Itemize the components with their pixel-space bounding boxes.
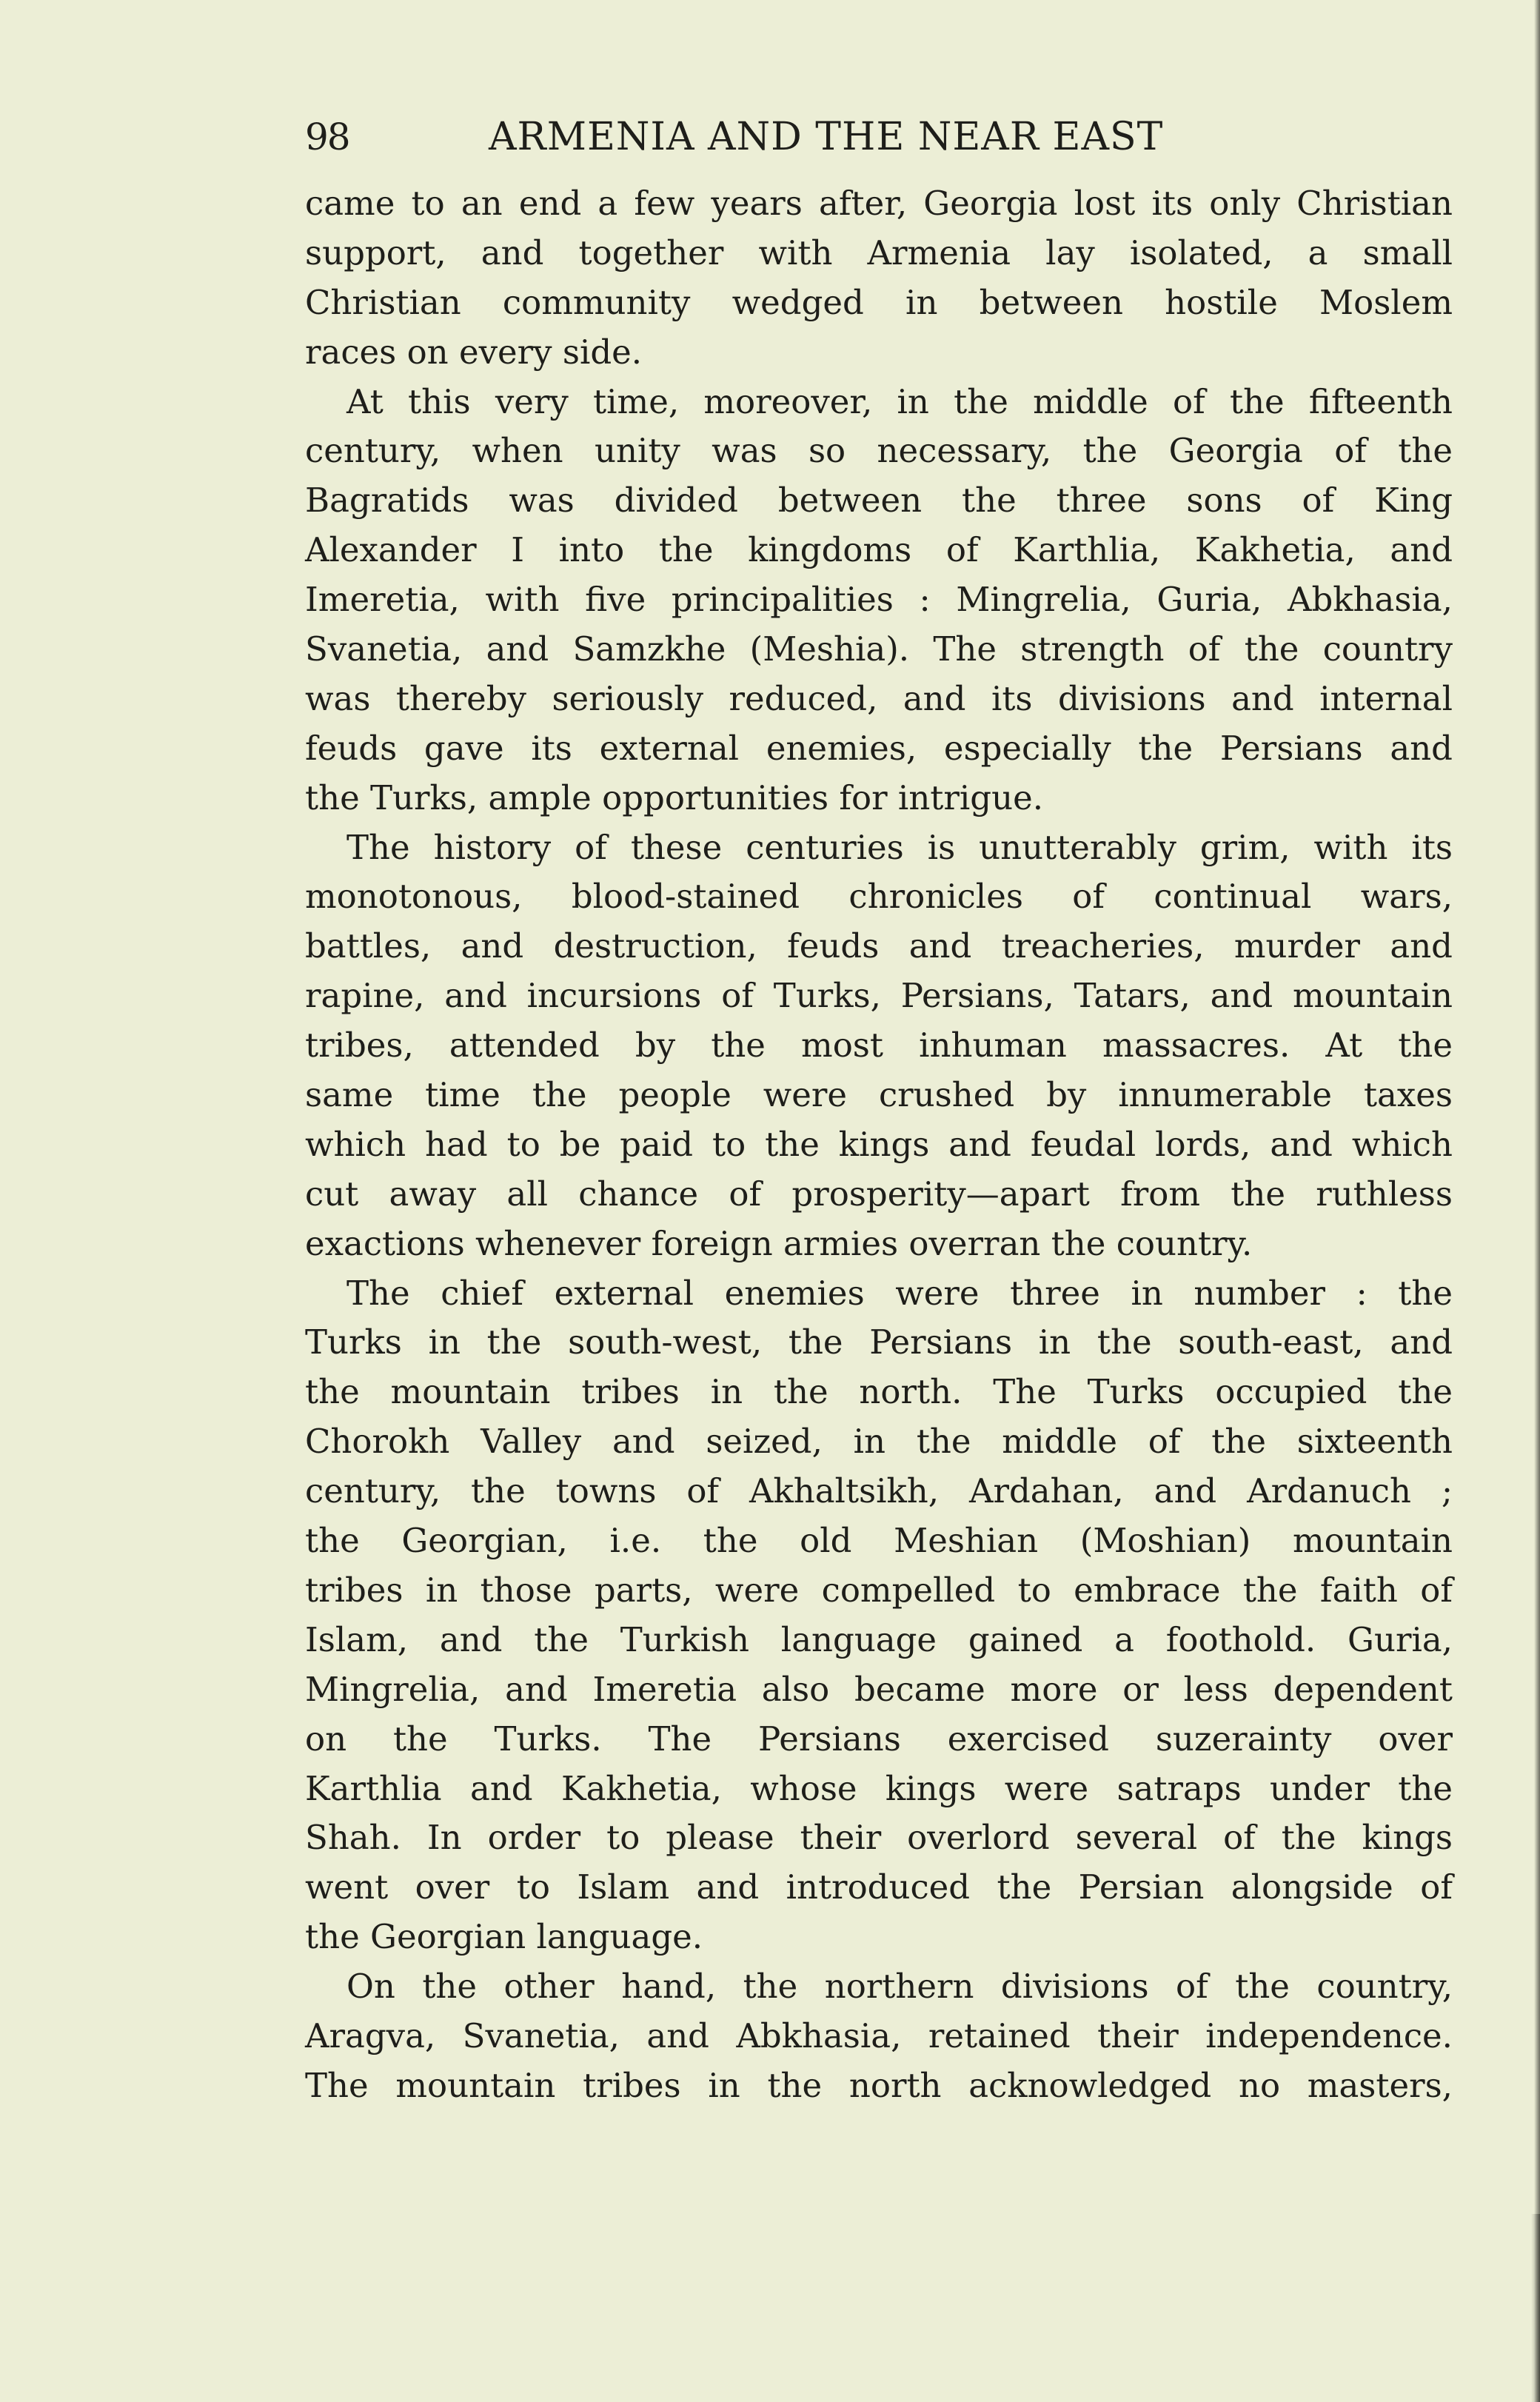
text-line: the Georgian, i.e. the old Meshian (Moshian) mountain: [305, 1521, 1453, 1561]
body-text: [305, 179, 1453, 2111]
text-line: was thereby seriously reduced, and its divisions and internal: [305, 678, 1453, 718]
text-line: Imeretia, with five principalities : Mingrelia, Guria, Abkhasia,: [305, 580, 1453, 620]
text-line: tribes in those parts, were compelled to embrace the faith of: [305, 1570, 1453, 1610]
text-line: feuds gave its external enemies, especially the Persians and: [305, 728, 1453, 768]
running-header: [305, 111, 1268, 163]
page-edge-shadow: [1534, 0, 1540, 2402]
text-line: The history of these centuries is unutterably grim, with its: [346, 827, 1453, 867]
text-line: tribes, attended by the most inhuman massacres. At the: [305, 1026, 1453, 1065]
text-line: races on every side.: [305, 332, 643, 372]
text-line: which had to be paid to the kings and feudal lords, and which: [305, 1124, 1453, 1164]
text-line: century, when unity was so necessary, the Georgia of the: [305, 431, 1453, 471]
text-line: Chorokh Valley and seized, in the middle of the sixteenth: [305, 1422, 1453, 1462]
text-line: on the Turks. The Persians exercised suzerainty over: [305, 1719, 1453, 1759]
text-line: same time the people were crushed by innumerable taxes: [305, 1075, 1453, 1115]
text-line: Aragva, Svanetia, and Abkhasia, retained their independence.: [305, 2015, 1453, 2055]
page-corner-mark: [1531, 2214, 1540, 2402]
text-line: the Turks, ample opportunities for intrigue.: [305, 777, 1044, 817]
text-line: the Georgian language.: [305, 1917, 703, 1957]
text-line: exactions whenever foreign armies overran the country.: [305, 1223, 1253, 1263]
text-line: Mingrelia, and Imeretia also became more or less dependent: [305, 1669, 1453, 1709]
text-line: Karthlia and Kakhetia, whose kings were satraps under the: [305, 1768, 1453, 1808]
text-line: Turks in the south-west, the Persians in the south-east, and: [305, 1322, 1453, 1362]
text-line: Christian community wedged in between hostile Moslem: [305, 282, 1453, 322]
text-line: cut away all chance of prosperity—apart from the ruthless: [305, 1174, 1453, 1214]
running-head-title: ARMENIA AND THE NEAR EAST: [489, 115, 1164, 159]
text-line: went over to Islam and introduced the Persian alongside of: [305, 1867, 1453, 1907]
text-line: century, the towns of Akhaltsikh, Ardahan, and Ardanuch ;: [305, 1471, 1453, 1511]
text-line: Svanetia, and Samzkhe (Meshia). The strength of the country: [305, 629, 1453, 669]
text-line: At this very time, moreover, in the middle of the fifteenth: [346, 381, 1453, 421]
text-line: Shah. In order to please their overlord several of the kings: [305, 1818, 1453, 1858]
text-line: The chief external enemies were three in number : the: [346, 1273, 1453, 1313]
text-line: The mountain tribes in the north acknowledged no masters,: [305, 2065, 1453, 2105]
text-line: came to an end a few years after, Georgia lost its only Christian: [305, 184, 1453, 223]
text-line: the mountain tribes in the north. The Turks occupied the: [305, 1372, 1453, 1412]
text-line: rapine, and incursions of Turks, Persians, Tatars, and mountain: [305, 976, 1453, 1016]
text-line: Islam, and the Turkish language gained a foothold. Guria,: [305, 1619, 1453, 1659]
text-line: Bagratids was divided between the three sons of King: [305, 481, 1453, 521]
text-line: On the other hand, the northern divisions of the country,: [346, 1967, 1453, 2007]
text-line: Alexander I into the kingdoms of Karthlia, Kakhetia, and: [305, 530, 1453, 570]
text-line: battles, and destruction, feuds and treacheries, murder and: [305, 926, 1453, 966]
text-line: support, and together with Armenia lay isolated, a small: [305, 232, 1453, 272]
text-line: monotonous, blood-stained chronicles of continual wars,: [305, 877, 1453, 917]
page-number: 98: [305, 116, 349, 158]
